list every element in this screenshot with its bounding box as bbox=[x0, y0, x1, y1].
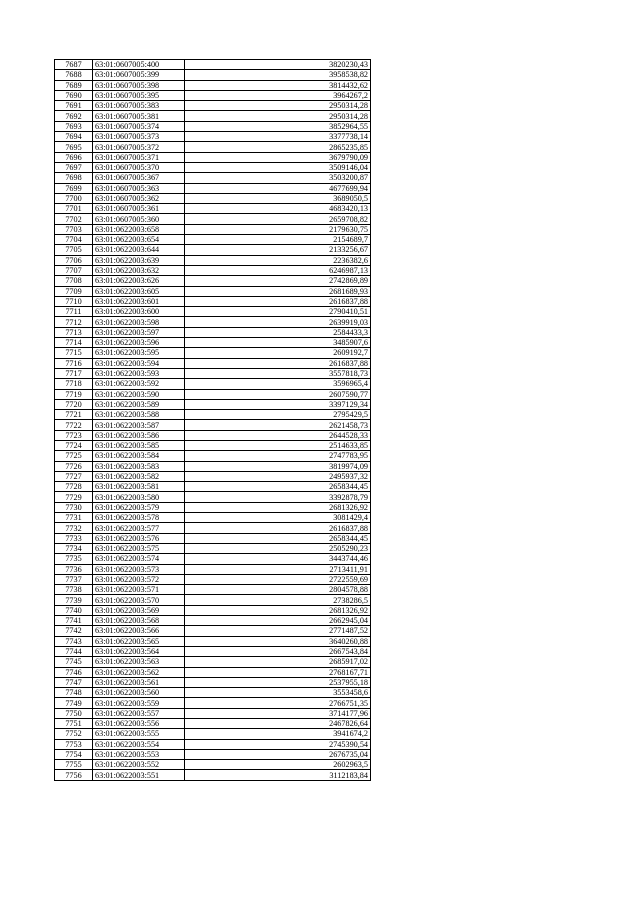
table-row bbox=[55, 677, 371, 687]
cadastral-value: 2722559,69 bbox=[185, 574, 371, 584]
row-number: 7748 bbox=[55, 688, 93, 698]
cadastral-number: 63:01:0607005:363 bbox=[93, 183, 185, 193]
row-number: 7746 bbox=[55, 667, 93, 677]
row-number: 7710 bbox=[55, 296, 93, 306]
row-number: 7755 bbox=[55, 760, 93, 770]
row-number: 7727 bbox=[55, 471, 93, 481]
row-number: 7706 bbox=[55, 255, 93, 265]
cadastral-value: 2236382,6 bbox=[185, 255, 371, 265]
table-row bbox=[55, 420, 371, 430]
cadastral-number: 63:01:0622003:584 bbox=[93, 451, 185, 461]
cadastral-value: 4677699,94 bbox=[185, 183, 371, 193]
table-row bbox=[55, 698, 371, 708]
table-row bbox=[55, 327, 371, 337]
cadastral-number: 63:01:0622003:593 bbox=[93, 368, 185, 378]
table-row bbox=[55, 193, 371, 203]
cadastral-number: 63:01:0622003:571 bbox=[93, 585, 185, 595]
row-number: 7691 bbox=[55, 101, 93, 111]
cadastral-number: 63:01:0607005:367 bbox=[93, 173, 185, 183]
cadastral-value: 2713411,91 bbox=[185, 564, 371, 574]
table-row bbox=[55, 265, 371, 275]
cadastral-value: 2609192,7 bbox=[185, 348, 371, 358]
row-number: 7696 bbox=[55, 152, 93, 162]
row-number: 7736 bbox=[55, 564, 93, 574]
cadastral-number: 63:01:0622003:605 bbox=[93, 286, 185, 296]
table-row bbox=[55, 224, 371, 234]
table-row bbox=[55, 101, 371, 111]
cadastral-number: 63:01:0607005:372 bbox=[93, 142, 185, 152]
row-number: 7745 bbox=[55, 657, 93, 667]
cadastral-value: 2950314,28 bbox=[185, 111, 371, 121]
row-number: 7742 bbox=[55, 626, 93, 636]
cadastral-number: 63:01:0622003:570 bbox=[93, 595, 185, 605]
cadastral-number: 63:01:0622003:566 bbox=[93, 626, 185, 636]
row-number: 7747 bbox=[55, 677, 93, 687]
table-row bbox=[55, 214, 371, 224]
cadastral-number: 63:01:0622003:654 bbox=[93, 235, 185, 245]
row-number: 7711 bbox=[55, 307, 93, 317]
table-row bbox=[55, 183, 371, 193]
row-number: 7687 bbox=[55, 60, 93, 70]
row-number: 7741 bbox=[55, 616, 93, 626]
table-row bbox=[55, 719, 371, 729]
cadastral-number: 63:01:0622003:597 bbox=[93, 327, 185, 337]
row-number: 7729 bbox=[55, 492, 93, 502]
cadastral-value: 3397129,34 bbox=[185, 399, 371, 409]
cadastral-number: 63:01:0622003:561 bbox=[93, 677, 185, 687]
cadastral-value: 2154689,7 bbox=[185, 235, 371, 245]
cadastral-value: 2768167,71 bbox=[185, 667, 371, 677]
table-row bbox=[55, 471, 371, 481]
table-row bbox=[55, 80, 371, 90]
table-row bbox=[55, 626, 371, 636]
cadastral-number: 63:01:0607005:395 bbox=[93, 90, 185, 100]
cadastral-value: 3679790,09 bbox=[185, 152, 371, 162]
table-row bbox=[55, 389, 371, 399]
cadastral-value: 3964267,2 bbox=[185, 90, 371, 100]
cadastral-value: 2602963,5 bbox=[185, 760, 371, 770]
table-row bbox=[55, 688, 371, 698]
table-row bbox=[55, 410, 371, 420]
table-row bbox=[55, 523, 371, 533]
table-row bbox=[55, 379, 371, 389]
row-number: 7697 bbox=[55, 162, 93, 172]
table-row bbox=[55, 70, 371, 80]
row-number: 7735 bbox=[55, 554, 93, 564]
cadastral-value: 3820230,43 bbox=[185, 60, 371, 70]
row-number: 7744 bbox=[55, 646, 93, 656]
cadastral-value: 2865235,85 bbox=[185, 142, 371, 152]
cadastral-value: 3640260,88 bbox=[185, 636, 371, 646]
cadastral-number: 63:01:0622003:576 bbox=[93, 533, 185, 543]
cadastral-value: 2676735,04 bbox=[185, 749, 371, 759]
cadastral-value: 2537955,18 bbox=[185, 677, 371, 687]
cadastral-number: 63:01:0607005:370 bbox=[93, 162, 185, 172]
cadastral-number: 63:01:0622003:588 bbox=[93, 410, 185, 420]
table-row bbox=[55, 492, 371, 502]
cadastral-number: 63:01:0607005:371 bbox=[93, 152, 185, 162]
cadastral-number: 63:01:0607005:399 bbox=[93, 70, 185, 80]
cadastral-value: 3958538,82 bbox=[185, 70, 371, 80]
cadastral-number: 63:01:0622003:554 bbox=[93, 739, 185, 749]
cadastral-value: 3689050,5 bbox=[185, 193, 371, 203]
row-number: 7709 bbox=[55, 286, 93, 296]
row-number: 7704 bbox=[55, 235, 93, 245]
cadastral-number: 63:01:0622003:573 bbox=[93, 564, 185, 574]
cadastral-number: 63:01:0622003:639 bbox=[93, 255, 185, 265]
cadastral-number: 63:01:0622003:658 bbox=[93, 224, 185, 234]
table-row bbox=[55, 348, 371, 358]
row-number: 7733 bbox=[55, 533, 93, 543]
table-row bbox=[55, 162, 371, 172]
row-number: 7731 bbox=[55, 513, 93, 523]
cadastral-value: 2616837,88 bbox=[185, 296, 371, 306]
cadastral-number: 63:01:0622003:580 bbox=[93, 492, 185, 502]
row-number: 7705 bbox=[55, 245, 93, 255]
row-number: 7726 bbox=[55, 461, 93, 471]
table-row bbox=[55, 121, 371, 131]
table-row bbox=[55, 533, 371, 543]
cadastral-number: 63:01:0622003:598 bbox=[93, 317, 185, 327]
cadastral-number: 63:01:0622003:587 bbox=[93, 420, 185, 430]
table-row bbox=[55, 585, 371, 595]
cadastral-value: 3814432,62 bbox=[185, 80, 371, 90]
cadastral-value: 2467826,64 bbox=[185, 719, 371, 729]
table-row bbox=[55, 482, 371, 492]
row-number: 7688 bbox=[55, 70, 93, 80]
table-row bbox=[55, 90, 371, 100]
row-number: 7756 bbox=[55, 770, 93, 780]
cadastral-number: 63:01:0622003:556 bbox=[93, 719, 185, 729]
cadastral-number: 63:01:0622003:563 bbox=[93, 657, 185, 667]
table-row bbox=[55, 667, 371, 677]
row-number: 7689 bbox=[55, 80, 93, 90]
table-row bbox=[55, 307, 371, 317]
row-number: 7737 bbox=[55, 574, 93, 584]
table-row bbox=[55, 60, 371, 70]
cadastral-number: 63:01:0622003:560 bbox=[93, 688, 185, 698]
row-number: 7754 bbox=[55, 749, 93, 759]
table-row bbox=[55, 358, 371, 368]
row-number: 7701 bbox=[55, 204, 93, 214]
cadastral-value: 2766751,35 bbox=[185, 698, 371, 708]
table-row bbox=[55, 296, 371, 306]
cadastral-number: 63:01:0622003:565 bbox=[93, 636, 185, 646]
row-number: 7721 bbox=[55, 410, 93, 420]
table-row bbox=[55, 461, 371, 471]
cadastral-number: 63:01:0622003:585 bbox=[93, 440, 185, 450]
table-row bbox=[55, 317, 371, 327]
cadastral-number: 63:01:0622003:569 bbox=[93, 605, 185, 615]
cadastral-number: 63:01:0622003:644 bbox=[93, 245, 185, 255]
cadastral-number: 63:01:0622003:572 bbox=[93, 574, 185, 584]
row-number: 7743 bbox=[55, 636, 93, 646]
cadastral-value: 2133256,67 bbox=[185, 245, 371, 255]
cadastral-value: 2681326,92 bbox=[185, 502, 371, 512]
cadastral-value: 3553458,6 bbox=[185, 688, 371, 698]
table-row bbox=[55, 286, 371, 296]
row-number: 7703 bbox=[55, 224, 93, 234]
row-number: 7690 bbox=[55, 90, 93, 100]
cadastral-value: 2681689,93 bbox=[185, 286, 371, 296]
table-row bbox=[55, 605, 371, 615]
row-number: 7732 bbox=[55, 523, 93, 533]
table-row bbox=[55, 204, 371, 214]
cadastral-number: 63:01:0622003:596 bbox=[93, 338, 185, 348]
table-row bbox=[55, 739, 371, 749]
cadastral-value: 3819974,09 bbox=[185, 461, 371, 471]
table-row bbox=[55, 440, 371, 450]
row-number: 7699 bbox=[55, 183, 93, 193]
table-row bbox=[55, 430, 371, 440]
table-row bbox=[55, 502, 371, 512]
table-row bbox=[55, 729, 371, 739]
cadastral-number: 63:01:0622003:559 bbox=[93, 698, 185, 708]
row-number: 7734 bbox=[55, 543, 93, 553]
row-number: 7717 bbox=[55, 368, 93, 378]
table-row bbox=[55, 770, 371, 780]
cadastral-number: 63:01:0607005:398 bbox=[93, 80, 185, 90]
table-row bbox=[55, 173, 371, 183]
cadastral-number: 63:01:0622003:557 bbox=[93, 708, 185, 718]
cadastral-number: 63:01:0622003:595 bbox=[93, 348, 185, 358]
cadastral-value: 2658344,45 bbox=[185, 533, 371, 543]
row-number: 7720 bbox=[55, 399, 93, 409]
cadastral-value: 2950314,28 bbox=[185, 101, 371, 111]
cadastral-number: 63:01:0622003:562 bbox=[93, 667, 185, 677]
cadastral-number: 63:01:0622003:577 bbox=[93, 523, 185, 533]
row-number: 7718 bbox=[55, 379, 93, 389]
cadastral-number: 63:01:0622003:589 bbox=[93, 399, 185, 409]
cadastral-number: 63:01:0622003:578 bbox=[93, 513, 185, 523]
cadastral-value: 6246987,13 bbox=[185, 265, 371, 275]
cadastral-number: 63:01:0607005:374 bbox=[93, 121, 185, 131]
row-number: 7752 bbox=[55, 729, 93, 739]
row-number: 7695 bbox=[55, 142, 93, 152]
cadastral-value: 2790410,51 bbox=[185, 307, 371, 317]
table-row bbox=[55, 245, 371, 255]
cadastral-number: 63:01:0622003:590 bbox=[93, 389, 185, 399]
table-row bbox=[55, 338, 371, 348]
row-number: 7698 bbox=[55, 173, 93, 183]
cadastral-number: 63:01:0622003:600 bbox=[93, 307, 185, 317]
cadastral-value: 3081429,4 bbox=[185, 513, 371, 523]
cadastral-value: 2616837,88 bbox=[185, 358, 371, 368]
cadastral-number: 63:01:0607005:373 bbox=[93, 132, 185, 142]
row-number: 7693 bbox=[55, 121, 93, 131]
table-row bbox=[55, 255, 371, 265]
cadastral-value: 2659708,82 bbox=[185, 214, 371, 224]
row-number: 7694 bbox=[55, 132, 93, 142]
table-row bbox=[55, 595, 371, 605]
table-row bbox=[55, 152, 371, 162]
cadastral-value: 2667543,84 bbox=[185, 646, 371, 656]
cadastral-value: 3852964,55 bbox=[185, 121, 371, 131]
table-row bbox=[55, 749, 371, 759]
cadastral-number: 63:01:0607005:383 bbox=[93, 101, 185, 111]
cadastral-value: 2685917,02 bbox=[185, 657, 371, 667]
cadastral-value: 2658344,45 bbox=[185, 482, 371, 492]
cadastral-number: 63:01:0622003:582 bbox=[93, 471, 185, 481]
cadastral-number: 63:01:0622003:581 bbox=[93, 482, 185, 492]
cadastral-value: 2795429,5 bbox=[185, 410, 371, 420]
cadastral-number: 63:01:0607005:381 bbox=[93, 111, 185, 121]
cadastral-number: 63:01:0622003:594 bbox=[93, 358, 185, 368]
cadastral-number: 63:01:0622003:552 bbox=[93, 760, 185, 770]
row-number: 7716 bbox=[55, 358, 93, 368]
table-row bbox=[55, 543, 371, 553]
table-row bbox=[55, 564, 371, 574]
cadastral-number: 63:01:0622003:626 bbox=[93, 276, 185, 286]
cadastral-value: 2616837,88 bbox=[185, 523, 371, 533]
cadastral-number: 63:01:0607005:362 bbox=[93, 193, 185, 203]
table-row bbox=[55, 646, 371, 656]
cadastral-value: 2584433,3 bbox=[185, 327, 371, 337]
table-row bbox=[55, 368, 371, 378]
cadastral-value: 2747783,95 bbox=[185, 451, 371, 461]
cadastral-number: 63:01:0622003:586 bbox=[93, 430, 185, 440]
row-number: 7730 bbox=[55, 502, 93, 512]
table-row bbox=[55, 142, 371, 152]
cadastral-value: 2662945,04 bbox=[185, 616, 371, 626]
table-row bbox=[55, 451, 371, 461]
cadastral-number: 63:01:0622003:601 bbox=[93, 296, 185, 306]
table-row bbox=[55, 760, 371, 770]
cadastral-number: 63:01:0622003:583 bbox=[93, 461, 185, 471]
cadastral-value: 3509146,04 bbox=[185, 162, 371, 172]
cadastral-value: 3392878,79 bbox=[185, 492, 371, 502]
cadastral-value: 2621458,73 bbox=[185, 420, 371, 430]
row-number: 7725 bbox=[55, 451, 93, 461]
cadastral-value: 2745390,54 bbox=[185, 739, 371, 749]
cadastral-value: 2607590,77 bbox=[185, 389, 371, 399]
cadastral-number: 63:01:0622003:632 bbox=[93, 265, 185, 275]
row-number: 7739 bbox=[55, 595, 93, 605]
row-number: 7712 bbox=[55, 317, 93, 327]
table-row bbox=[55, 657, 371, 667]
row-number: 7700 bbox=[55, 193, 93, 203]
table-row bbox=[55, 574, 371, 584]
cadastral-value: 3443744,46 bbox=[185, 554, 371, 564]
cadastral-number: 63:01:0622003:592 bbox=[93, 379, 185, 389]
cadastral-value-table bbox=[54, 59, 371, 781]
row-number: 7751 bbox=[55, 719, 93, 729]
row-number: 7713 bbox=[55, 327, 93, 337]
table-row bbox=[55, 708, 371, 718]
cadastral-value: 2505290,23 bbox=[185, 543, 371, 553]
table-row bbox=[55, 554, 371, 564]
row-number: 7723 bbox=[55, 430, 93, 440]
row-number: 7740 bbox=[55, 605, 93, 615]
row-number: 7724 bbox=[55, 440, 93, 450]
cadastral-number: 63:01:0622003:555 bbox=[93, 729, 185, 739]
cadastral-value: 3377738,14 bbox=[185, 132, 371, 142]
cadastral-value: 2644528,33 bbox=[185, 430, 371, 440]
table-row bbox=[55, 399, 371, 409]
row-number: 7719 bbox=[55, 389, 93, 399]
cadastral-value: 3941674,2 bbox=[185, 729, 371, 739]
cadastral-value: 2514633,85 bbox=[185, 440, 371, 450]
row-number: 7714 bbox=[55, 338, 93, 348]
cadastral-value: 2179630,75 bbox=[185, 224, 371, 234]
cadastral-value: 2804578,88 bbox=[185, 585, 371, 595]
cadastral-number: 63:01:0607005:400 bbox=[93, 60, 185, 70]
table-row bbox=[55, 513, 371, 523]
row-number: 7750 bbox=[55, 708, 93, 718]
cadastral-value: 2742869,89 bbox=[185, 276, 371, 286]
cadastral-value: 2681326,92 bbox=[185, 605, 371, 615]
row-number: 7715 bbox=[55, 348, 93, 358]
cadastral-value: 3503200,87 bbox=[185, 173, 371, 183]
table-row bbox=[55, 276, 371, 286]
row-number: 7728 bbox=[55, 482, 93, 492]
cadastral-value: 4683420,13 bbox=[185, 204, 371, 214]
cadastral-number: 63:01:0622003:568 bbox=[93, 616, 185, 626]
cadastral-value: 3557818,73 bbox=[185, 368, 371, 378]
table-row bbox=[55, 636, 371, 646]
table-row bbox=[55, 111, 371, 121]
cadastral-value: 3714177,96 bbox=[185, 708, 371, 718]
row-number: 7692 bbox=[55, 111, 93, 121]
table-body bbox=[55, 60, 371, 781]
row-number: 7707 bbox=[55, 265, 93, 275]
row-number: 7702 bbox=[55, 214, 93, 224]
cadastral-value: 2738286,5 bbox=[185, 595, 371, 605]
cadastral-number: 63:01:0622003:574 bbox=[93, 554, 185, 564]
cadastral-number: 63:01:0622003:579 bbox=[93, 502, 185, 512]
cadastral-number: 63:01:0622003:553 bbox=[93, 749, 185, 759]
cadastral-value: 3596965,4 bbox=[185, 379, 371, 389]
cadastral-value: 2495937,32 bbox=[185, 471, 371, 481]
table-row bbox=[55, 132, 371, 142]
table-row bbox=[55, 616, 371, 626]
cadastral-number: 63:01:0622003:575 bbox=[93, 543, 185, 553]
row-number: 7708 bbox=[55, 276, 93, 286]
cadastral-value: 3112183,84 bbox=[185, 770, 371, 780]
cadastral-value: 2639919,03 bbox=[185, 317, 371, 327]
row-number: 7738 bbox=[55, 585, 93, 595]
row-number: 7722 bbox=[55, 420, 93, 430]
cadastral-value: 3485907,6 bbox=[185, 338, 371, 348]
cadastral-value: 2771487,52 bbox=[185, 626, 371, 636]
row-number: 7753 bbox=[55, 739, 93, 749]
table-row bbox=[55, 235, 371, 245]
cadastral-number: 63:01:0607005:360 bbox=[93, 214, 185, 224]
row-number: 7749 bbox=[55, 698, 93, 708]
cadastral-number: 63:01:0607005:361 bbox=[93, 204, 185, 214]
cadastral-number: 63:01:0622003:551 bbox=[93, 770, 185, 780]
cadastral-number: 63:01:0622003:564 bbox=[93, 646, 185, 656]
